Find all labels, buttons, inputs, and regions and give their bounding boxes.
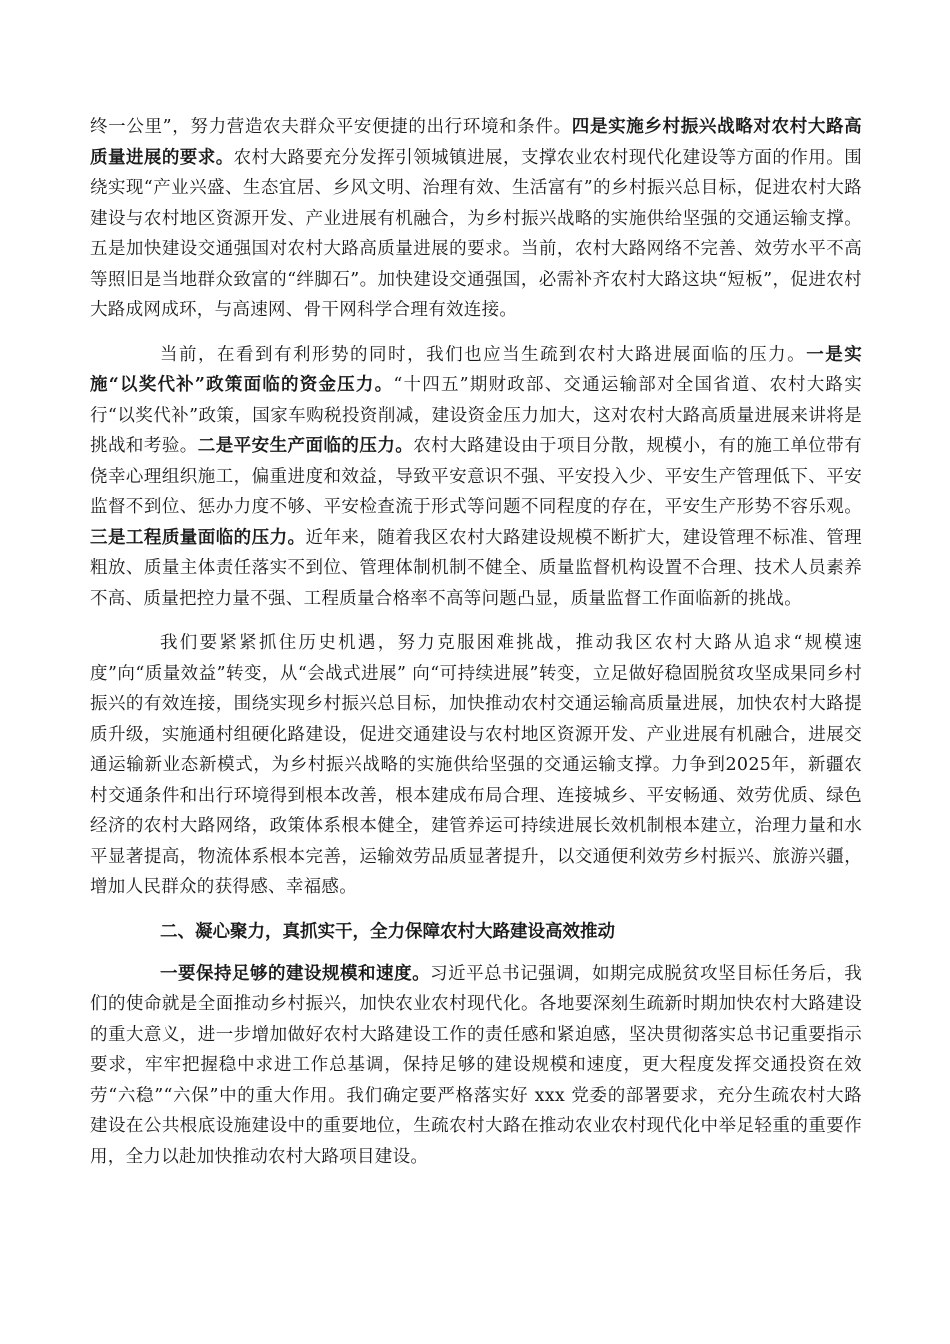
- paragraph-3: [90, 628, 862, 903]
- paragraph-4: [90, 959, 862, 1173]
- text-run: 当前，在看到有利形势的同时，我们也应当生疏到农村大路进展面临的压力。: [160, 344, 807, 365]
- paragraph-2: [90, 340, 862, 615]
- bold-text-run: 一要保持足够的建设规模和速度。: [160, 963, 431, 984]
- text-run: “十四五”期财政部、交通运输部对全国省道、农村大路实行“以奖代补”政策，国家车购税投资削减，建设资金压力加大，这对农村大路高质量进展来讲将是挑战和考验。: [90, 375, 862, 456]
- bold-text-run: 一是实施“以奖代补”政策面临的资金压力。: [90, 344, 862, 395]
- text-run: 我们要紧紧抓住历史机遇，努力克服困难挑战，推动我区农村大路从追求“规模速度”向“质量效益”转变，从“会战式进展” 向“可持续进展”转变，立足做好稳固脱贫攻坚成果同乡村振兴的有效连接，围绕实现乡村振兴总目标，加快推动农村交通运输高质量进展，加快农村大路提质升级，实施通村组硬化路建设，促进交通建设与农村地区资源开发、产业进展有机融合，进展交通运输新业态新模式，为乡村振兴战略的实施供给坚强的交通运输支撑。力争到2025年，新疆农村交通条件和出行环境得到根本改善，根本建成布局合理、连接城乡、平安畅通、效劳优质、绿色经济的农村大路网络，政策体系根本健全，建管养运可持续进展长效机制根本建立，治理力量和水平显著提高，物流体系根本完善，运输效劳品质显著提升，以交通便利效劳乡村振兴、旅游兴疆，增加人民群众的获得感、幸福感。: [90, 633, 862, 897]
- text-run: 农村大路建设由于项目分散，规模小，有的施工单位带有侥幸心理组织施工，偏重进度和效益，导致平安意识不强、平安投入少、平安生产管理低下、平安监督不到位、惩办力度不够、平安检查流于形式等问题不同程度的存在，平安生产形势不容乐观。: [90, 436, 862, 517]
- bold-text-run: 二是平安生产面临的压力。: [197, 436, 414, 456]
- text-run: 终一公里”，努力营造农夫群众平安便捷的出行环境和条件。: [90, 117, 572, 137]
- bold-text-run: 四是实施乡村振兴战略对农村大路高质量进展的要求。: [90, 117, 862, 168]
- bold-text-run: 三是工程质量面临的压力。: [90, 527, 306, 548]
- section-heading: 二、凝心聚力，真抓实干，全力保障农村大路建设高效推动: [160, 921, 615, 942]
- document-page: [90, 112, 862, 1186]
- text-run: 习近平总书记强调，如期完成脱贫攻坚目标任务后，我们的使命就是全面推动乡村振兴，加快农业农村现代化。各地要深刻生疏新时期加快农村大路建设的重大意义，进一步增加做好农村大路建设工作的责任感和紧迫感，坚决贯彻落实总书记重要指示要求，牢牢把握稳中求进工作总基调，保持足够的建设规模和速度，更大程度发挥交通投资在效劳“六稳”“六保”中的重大作用。我们确定要严格落实好 xxx 党委的部署要求，充分生疏农村大路建设在公共根底设施建设中的重要地位，生疏农村大路在推动农业农村现代化中举足轻重的重要作用，全力以赴加快推动农村大路项目建设。: [90, 963, 862, 1167]
- text-run: 农村大路要充分发挥引领城镇进展，支撑农业农村现代化建设等方面的作用。围绕实现“产业兴盛、生态宜居、乡风文明、治理有效、生活富有”的乡村振兴总目标，促进农村大路建设与农村地区资源开发、产业进展有机融合，为乡村振兴战略的实施供给坚强的交通运输支撑。五是加快建设交通强国对农村大路高质量进展的要求。当前，农村大路网络不完善、效劳水平不高等照旧是当地群众致富的“绊脚石”。加快建设交通强国，必需补齐农村大路这块“短板”，促进农村大路成网成环，与高速网、骨干网科学合理有效连接。: [90, 147, 862, 320]
- paragraph-1: [90, 112, 862, 326]
- text-run: 近年来，随着我区农村大路建设规模不断扩大，建设管理不标准、管理粗放、质量主体责任落实不到位、管理体制机制不健全、质量监督机构设置不合理、技术人员素养不高、质量把控力量不强、工程质量合格率不高等问题凸显，质量监督工作面临新的挑战。: [90, 527, 862, 609]
